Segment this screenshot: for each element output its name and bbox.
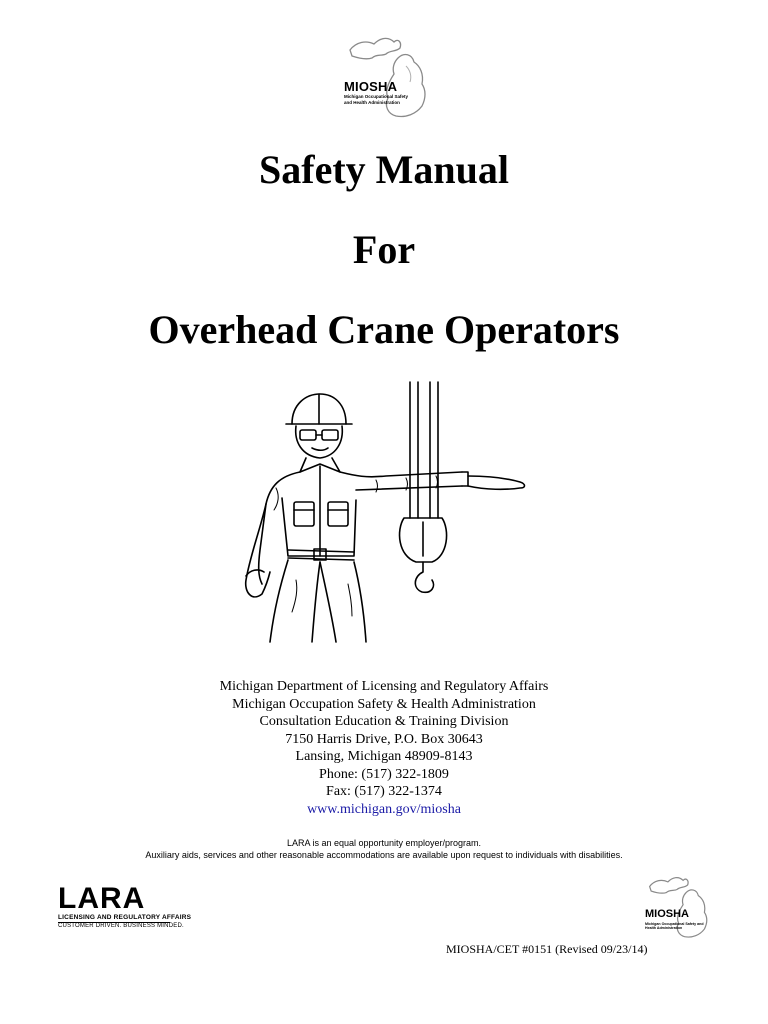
address-street: 7150 Harris Drive, P.O. Box 30643: [285, 731, 483, 747]
lara-logo-wordmark: LARA: [58, 882, 146, 915]
miosha-logo-wordmark: MIOSHA: [645, 908, 689, 920]
miosha-logo-subtitle: Michigan Occupational Safety and Health Administration: [344, 94, 409, 105]
miosha-logo-bottom: [642, 872, 712, 942]
notice-line-2: Auxiliary aids, services and other reasonable accommodations are available upon request to individuals with disabilities.: [145, 850, 623, 860]
hoist-rope-icon: [410, 382, 438, 518]
lara-logo: [58, 882, 192, 934]
michigan-map-icon: [642, 872, 712, 942]
title-line-1: Safety Manual: [259, 147, 509, 192]
address-division: Consultation Education & Training Division: [259, 714, 509, 729]
miosha-logo-subtitle: Michigan Occupational Safety and Health Administration: [645, 922, 704, 931]
crane-hook-icon: [400, 518, 447, 592]
address-department: Michigan Department of Licensing and Regulatory Affairs: [219, 679, 549, 694]
hard-hat-icon: [286, 394, 352, 424]
title-line-3: Overhead Crane Operators: [148, 307, 620, 352]
lara-logo-subtitle: LICENSING AND REGULATORY AFFAIRS: [58, 914, 192, 921]
website-link[interactable]: www.michigan.gov/miosha: [307, 801, 461, 817]
miosha-logo-top: [340, 32, 432, 122]
equal-opportunity-notice: [0, 837, 768, 861]
crane-operator-illustration: [236, 380, 536, 645]
address-administration: Michigan Occupation Safety & Health Administration: [232, 696, 536, 712]
lara-logo-tagline: CUSTOMER DRIVEN. BUSINESS MINDED.: [58, 923, 184, 929]
contact-address-block: [0, 678, 768, 818]
address-city: Lansing, Michigan 48909-8143: [295, 749, 473, 764]
address-fax: Fax: (517) 322-1374: [326, 784, 442, 799]
notice-line-1: LARA is an equal opportunity employer/program.: [286, 838, 482, 848]
title-line-2: For: [352, 227, 416, 272]
miosha-logo-wordmark: MIOSHA: [344, 79, 398, 94]
address-phone: Phone: (517) 322-1809: [319, 766, 449, 782]
michigan-map-icon: [340, 32, 432, 122]
document-number: MIOSHA/CET #0151 (Revised 09/23/14): [446, 942, 648, 956]
